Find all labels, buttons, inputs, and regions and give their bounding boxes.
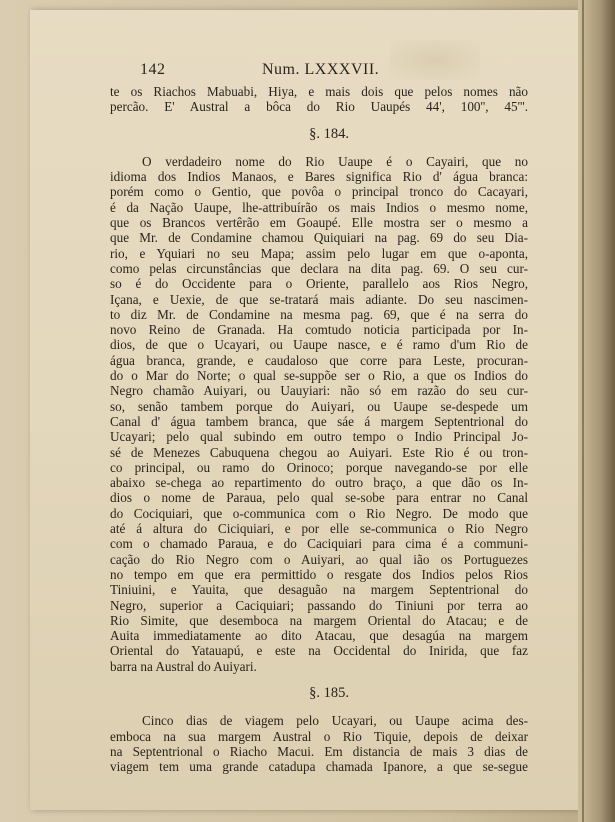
- text-line: dios o nome de Paraua, pelo qual se-sobe para entrar no Canal: [110, 490, 528, 506]
- text-line: Tiniuini, e Yauita, que desaguão na margem Septentrional do: [110, 582, 528, 598]
- page-header: [110, 62, 528, 84]
- paragraph: [110, 154, 528, 674]
- text-blocks: [110, 84, 528, 774]
- text-line: porém como o Gentio, que povôa o principal tronco do Cacayari,: [110, 184, 528, 200]
- text-line: idioma dos Indios Manaos, e Bares significa Rio d' água branca:: [110, 169, 528, 185]
- text-line: até á altura do Ciciquiari, e por elle se-communica o Rio Negro: [110, 521, 528, 537]
- text-line: Negro chamão Auiyari, ou Uauyiari: não só em razão do seu cur-: [110, 383, 528, 399]
- page-text: [110, 62, 528, 786]
- text-line: viagem tem uma grande catadupa chamada Ipanore, a que se-segue: [110, 759, 528, 775]
- text-line: co principal, ou ramo do Orinoco; porque navegando-se por elle: [110, 459, 528, 475]
- text-line: que os Brancos vertêrão em Goaupé. Elle mostra ser o mesmo a: [110, 215, 528, 231]
- text-line: rio, e Yquiari no seu Mapa; assim pelo lugar em que o-aponta,: [110, 245, 528, 261]
- text-line: do o Mar do Norte; o qual se-suppõe ser o Rio, a que os Indios do: [110, 368, 528, 384]
- text-line: novo Reino de Granada. Ha comtudo noticia participada por In-: [110, 322, 528, 338]
- text-line: Negro, superior a Caciquiari; passando do Tiniuni por terra ao: [110, 597, 528, 613]
- text-line: Içana, e Uexie, de que se-tratará mais adiante. Do seu nascimen-: [110, 291, 528, 307]
- text-line: O verdadeiro nome do Rio Uaupe é o Cayairi, que no: [142, 153, 528, 169]
- text-line: Oriental do Yatauapú, e este na Occidental do Inirida, que faz: [110, 643, 528, 659]
- text-line: Rio Simite, que desemboca na margem Oriental do Atacau; e de: [110, 612, 528, 628]
- text-line: com o chamado Paraua, e do Caciquiari para cima é a communi-: [110, 536, 528, 552]
- text-line: cação do Rio Negro com o Auiyari, ao qual ião os Portuguezes: [110, 551, 528, 567]
- section-heading: §. 184.: [309, 125, 349, 142]
- text-line: so é do Occidente para o Oriente, parallelo aos Rios Negro,: [110, 276, 528, 292]
- text-line: sé de Menezes Cabuquena chegou ao Auiyari. Este Rio é ou tron-: [110, 444, 528, 460]
- text-line: barra na Austral do Auiyari.: [110, 658, 257, 674]
- running-head: Num. LXXXVII.: [262, 61, 380, 78]
- spine-fold: [582, 0, 584, 822]
- paragraph: [110, 713, 528, 774]
- text-line: Auita immediatamente ao dito Atacau, que desagúa na margem: [110, 628, 528, 644]
- text-line: é da Nação Uaupe, lhe-attribuírão os mais Indios o mesmo nome,: [110, 199, 528, 215]
- text-line: te os Riachos Mabuabi, Hiya, e mais dois que pelos nomes não: [110, 84, 528, 99]
- text-line: percão. E' Austral a bôca do Rio Uaupés 44', 100'', 45'''.: [110, 99, 528, 115]
- text-line: Ucayari; pelo qual subindo em outro tempo o Indio Principal Jo-: [110, 429, 528, 445]
- text-line: dios, de que o Ucayari, ou Uaupe nasce, e é ramo d'um Rio de: [110, 337, 528, 353]
- text-line: no tempo em que era permittido o resgate dos Indios pelos Rios: [110, 566, 528, 582]
- text-line: água branca, grande, e caudaloso que corre para Leste, procuran-: [110, 352, 528, 368]
- page-number: 142: [140, 61, 166, 78]
- text-line: to diz Mr. de Condamine na mesma pag. 69, que é na serra do: [110, 306, 528, 322]
- paragraph: [110, 84, 528, 115]
- text-line: que Mr. de Condamine chamou Quiquiari na pag. 69 do seu Dia-: [110, 230, 528, 246]
- text-line: Cinco dias de viagem pelo Ucayari, ou Uaupe acima des-: [142, 713, 528, 729]
- text-line: do Cociquiari, que o-communica com o Rio Negro. De modo que: [110, 505, 528, 521]
- text-line: Canal d' água tambem branca, que sáe á margem Septentrional do: [110, 413, 528, 429]
- section-heading: §. 185.: [309, 684, 349, 701]
- text-line: na Septentrional o Riacho Macui. Em distancia de mais 3 dias de: [110, 743, 528, 759]
- text-line: so, senão tambem porque do Auiyari, ou Uaupe se-despede um: [110, 398, 528, 414]
- text-line: abaixo se-chega ao repartimento do outro braço, a que dão os In-: [110, 475, 528, 491]
- text-line: como pelas circunstâncias que declara na dita pag. 69. O seu cur-: [110, 260, 528, 276]
- text-line: emboca na sua margem Austral o Rio Tiquie, depois de deixar: [110, 728, 528, 744]
